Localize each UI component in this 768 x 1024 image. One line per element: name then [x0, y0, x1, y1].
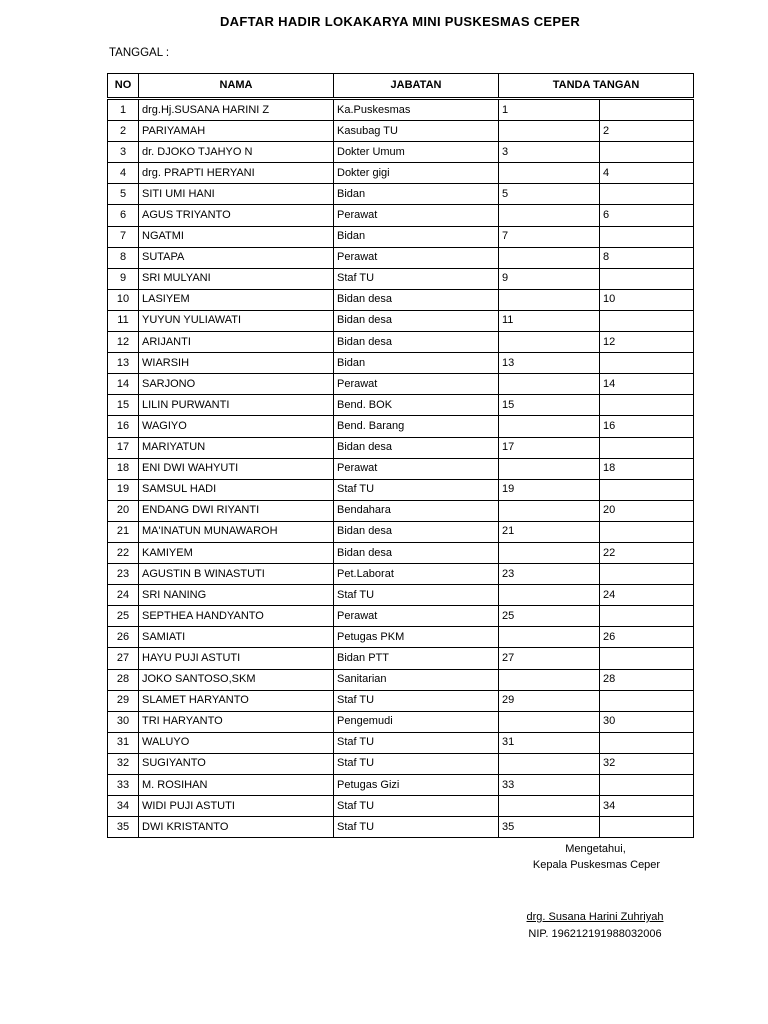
- table-row: [108, 163, 694, 184]
- row-signature-right: 34: [600, 796, 694, 817]
- table-row: [108, 374, 694, 395]
- signer-name: drg. Susana Harini Zuhriyah: [526, 911, 664, 923]
- table-row: [108, 500, 694, 521]
- row-signature-left: [499, 332, 600, 353]
- row-signature-left: [499, 500, 600, 521]
- row-signature-right: [600, 184, 694, 205]
- row-signature-right: 32: [600, 753, 694, 774]
- row-nama: SITI UMI HANI: [139, 184, 334, 205]
- row-nama: M. ROSIHAN: [139, 775, 334, 796]
- row-no: 13: [108, 353, 139, 374]
- row-no: 4: [108, 163, 139, 184]
- header-nama: NAMA: [139, 74, 334, 99]
- row-jabatan: Staf TU: [334, 732, 499, 753]
- row-jabatan: Bidan PTT: [334, 648, 499, 669]
- row-signature-left: 27: [499, 648, 600, 669]
- row-jabatan: Bidan desa: [334, 521, 499, 542]
- table-row: [108, 817, 694, 838]
- row-jabatan: Dokter Umum: [334, 142, 499, 163]
- table-body: [108, 99, 694, 838]
- row-no: 34: [108, 796, 139, 817]
- row-nama: drg.Hj.SUSANA HARINI Z: [139, 99, 334, 121]
- table-row: [108, 121, 694, 142]
- row-signature-left: 15: [499, 395, 600, 416]
- row-signature-right: 4: [600, 163, 694, 184]
- row-nama: SARJONO: [139, 374, 334, 395]
- row-jabatan: Bidan: [334, 353, 499, 374]
- row-signature-left: 35: [499, 817, 600, 838]
- table-row: [108, 606, 694, 627]
- row-jabatan: Staf TU: [334, 753, 499, 774]
- row-jabatan: Ka.Puskesmas: [334, 99, 499, 121]
- table-row: [108, 711, 694, 732]
- row-no: 12: [108, 332, 139, 353]
- table-row: [108, 796, 694, 817]
- row-no: 23: [108, 564, 139, 585]
- row-signature-right: [600, 437, 694, 458]
- table-row: [108, 332, 694, 353]
- table-row: [108, 184, 694, 205]
- row-no: 28: [108, 669, 139, 690]
- table-row: [108, 437, 694, 458]
- table-row: [108, 416, 694, 437]
- row-signature-right: [600, 521, 694, 542]
- row-nama: SEPTHEA HANDYANTO: [139, 606, 334, 627]
- row-no: 10: [108, 289, 139, 310]
- row-signature-right: [600, 564, 694, 585]
- row-jabatan: Staf TU: [334, 585, 499, 606]
- header-jabatan: JABATAN: [334, 74, 499, 99]
- row-signature-left: [499, 753, 600, 774]
- row-signature-right: [600, 775, 694, 796]
- row-nama: KAMIYEM: [139, 542, 334, 563]
- table-row: [108, 395, 694, 416]
- row-signature-left: 1: [499, 99, 600, 121]
- row-signature-right: 28: [600, 669, 694, 690]
- row-jabatan: Dokter gigi: [334, 163, 499, 184]
- row-signature-left: 21: [499, 521, 600, 542]
- row-signature-right: 20: [600, 500, 694, 521]
- row-signature-left: [499, 247, 600, 268]
- row-no: 31: [108, 732, 139, 753]
- row-jabatan: Bidan desa: [334, 542, 499, 563]
- row-signature-right: 26: [600, 627, 694, 648]
- row-no: 22: [108, 542, 139, 563]
- row-signature-right: 2: [600, 121, 694, 142]
- header-no: NO: [108, 74, 139, 99]
- table-header-row: [108, 74, 694, 99]
- row-jabatan: Bidan desa: [334, 289, 499, 310]
- row-signature-left: [499, 163, 600, 184]
- row-no: 8: [108, 247, 139, 268]
- row-signature-right: [600, 142, 694, 163]
- row-nama: DWI KRISTANTO: [139, 817, 334, 838]
- row-no: 29: [108, 690, 139, 711]
- row-signature-left: [499, 585, 600, 606]
- mengetahui-label: Mengetahui,: [565, 843, 626, 855]
- row-nama: YUYUN YULIAWATI: [139, 310, 334, 331]
- row-signature-right: [600, 395, 694, 416]
- row-signature-right: 12: [600, 332, 694, 353]
- row-signature-left: 19: [499, 479, 600, 500]
- row-nama: LASIYEM: [139, 289, 334, 310]
- row-no: 20: [108, 500, 139, 521]
- row-signature-left: 29: [499, 690, 600, 711]
- row-signature-left: 17: [499, 437, 600, 458]
- table-row: [108, 542, 694, 563]
- row-nama: AGUS TRIYANTO: [139, 205, 334, 226]
- row-nama: SAMSUL HADI: [139, 479, 334, 500]
- row-signature-right: 22: [600, 542, 694, 563]
- row-signature-left: 25: [499, 606, 600, 627]
- row-no: 11: [108, 310, 139, 331]
- table-row: [108, 268, 694, 289]
- row-nama: WIDI PUJI ASTUTI: [139, 796, 334, 817]
- row-no: 19: [108, 479, 139, 500]
- row-no: 7: [108, 226, 139, 247]
- row-nama: dr. DJOKO TJAHYO N: [139, 142, 334, 163]
- row-nama: WALUYO: [139, 732, 334, 753]
- row-signature-left: 5: [499, 184, 600, 205]
- row-signature-right: [600, 732, 694, 753]
- row-jabatan: Staf TU: [334, 796, 499, 817]
- row-signature-left: [499, 374, 600, 395]
- table-row: [108, 585, 694, 606]
- row-no: 18: [108, 458, 139, 479]
- row-jabatan: Petugas Gizi: [334, 775, 499, 796]
- row-no: 27: [108, 648, 139, 669]
- row-no: 32: [108, 753, 139, 774]
- row-signature-right: 8: [600, 247, 694, 268]
- signer-nip: NIP. 196212191988032006: [528, 928, 662, 940]
- row-signature-left: [499, 121, 600, 142]
- row-signature-right: [600, 99, 694, 121]
- row-nama: MA'INATUN MUNAWAROH: [139, 521, 334, 542]
- row-no: 2: [108, 121, 139, 142]
- row-signature-right: [600, 606, 694, 627]
- row-nama: AGUSTIN B WINASTUTI: [139, 564, 334, 585]
- row-signature-left: [499, 416, 600, 437]
- row-signature-left: [499, 289, 600, 310]
- row-signature-right: 30: [600, 711, 694, 732]
- row-signature-left: 3: [499, 142, 600, 163]
- row-jabatan: Petugas PKM: [334, 627, 499, 648]
- row-jabatan: Perawat: [334, 374, 499, 395]
- row-signature-left: [499, 627, 600, 648]
- table-row: [108, 226, 694, 247]
- table-row: [108, 521, 694, 542]
- row-jabatan: Bidan desa: [334, 332, 499, 353]
- row-nama: SLAMET HARYANTO: [139, 690, 334, 711]
- row-nama: SUTAPA: [139, 247, 334, 268]
- row-jabatan: Bidan desa: [334, 437, 499, 458]
- row-nama: ENI DWI WAHYUTI: [139, 458, 334, 479]
- row-jabatan: Bend. BOK: [334, 395, 499, 416]
- row-signature-right: [600, 268, 694, 289]
- header-tanda-tangan: TANDA TANGAN: [499, 74, 694, 99]
- row-signature-right: 14: [600, 374, 694, 395]
- row-nama: SRI NANING: [139, 585, 334, 606]
- row-jabatan: Staf TU: [334, 268, 499, 289]
- row-jabatan: Staf TU: [334, 479, 499, 500]
- tanggal-label: TANGGAL :: [109, 47, 170, 59]
- table-row: [108, 564, 694, 585]
- table-row: [108, 775, 694, 796]
- row-signature-left: [499, 669, 600, 690]
- table-row: [108, 690, 694, 711]
- table-row: [108, 310, 694, 331]
- row-nama: SUGIYANTO: [139, 753, 334, 774]
- row-signature-left: [499, 542, 600, 563]
- row-no: 14: [108, 374, 139, 395]
- row-jabatan: Bidan desa: [334, 310, 499, 331]
- row-signature-left: 31: [499, 732, 600, 753]
- row-nama: HAYU PUJI ASTUTI: [139, 648, 334, 669]
- row-signature-right: 18: [600, 458, 694, 479]
- row-signature-right: [600, 353, 694, 374]
- row-no: 3: [108, 142, 139, 163]
- row-signature-left: 23: [499, 564, 600, 585]
- table-row: [108, 458, 694, 479]
- row-no: 21: [108, 521, 139, 542]
- row-no: 30: [108, 711, 139, 732]
- row-jabatan: Perawat: [334, 247, 499, 268]
- row-jabatan: Pet.Laborat: [334, 564, 499, 585]
- row-no: 16: [108, 416, 139, 437]
- row-signature-left: 13: [499, 353, 600, 374]
- row-signature-right: 6: [600, 205, 694, 226]
- table-row: [108, 142, 694, 163]
- attendance-table: [107, 73, 694, 838]
- row-signature-right: 24: [600, 585, 694, 606]
- row-signature-right: 16: [600, 416, 694, 437]
- table-row: [108, 479, 694, 500]
- row-jabatan: Staf TU: [334, 690, 499, 711]
- table-row: [108, 289, 694, 310]
- row-signature-left: [499, 796, 600, 817]
- table-row: [108, 753, 694, 774]
- row-no: 35: [108, 817, 139, 838]
- row-jabatan: Staf TU: [334, 817, 499, 838]
- row-signature-left: 9: [499, 268, 600, 289]
- row-jabatan: Perawat: [334, 606, 499, 627]
- row-signature-left: [499, 205, 600, 226]
- row-signature-left: 11: [499, 310, 600, 331]
- table-row: [108, 99, 694, 121]
- row-signature-left: 33: [499, 775, 600, 796]
- row-no: 17: [108, 437, 139, 458]
- row-no: 5: [108, 184, 139, 205]
- row-signature-right: [600, 310, 694, 331]
- row-nama: MARIYATUN: [139, 437, 334, 458]
- row-signature-left: [499, 711, 600, 732]
- row-nama: WIARSIH: [139, 353, 334, 374]
- row-nama: SRI MULYANI: [139, 268, 334, 289]
- row-nama: ARIJANTI: [139, 332, 334, 353]
- table-row: [108, 353, 694, 374]
- row-no: 25: [108, 606, 139, 627]
- table-row: [108, 247, 694, 268]
- row-nama: LILIN PURWANTI: [139, 395, 334, 416]
- row-jabatan: Pengemudi: [334, 711, 499, 732]
- row-nama: SAMIATI: [139, 627, 334, 648]
- row-jabatan: Kasubag TU: [334, 121, 499, 142]
- row-nama: WAGIYO: [139, 416, 334, 437]
- row-signature-left: 7: [499, 226, 600, 247]
- row-nama: PARIYAMAH: [139, 121, 334, 142]
- row-no: 9: [108, 268, 139, 289]
- row-jabatan: Perawat: [334, 458, 499, 479]
- row-jabatan: Bend. Barang: [334, 416, 499, 437]
- row-signature-right: [600, 479, 694, 500]
- document-title: DAFTAR HADIR LOKAKARYA MINI PUSKESMAS CEPER: [219, 14, 581, 29]
- row-signature-right: [600, 817, 694, 838]
- row-no: 26: [108, 627, 139, 648]
- row-nama: JOKO SANTOSO,SKM: [139, 669, 334, 690]
- row-signature-right: [600, 226, 694, 247]
- row-no: 24: [108, 585, 139, 606]
- table-row: [108, 669, 694, 690]
- row-jabatan: Perawat: [334, 205, 499, 226]
- kepala-label: Kepala Puskesmas Ceper: [532, 859, 661, 871]
- table-row: [108, 627, 694, 648]
- row-no: 1: [108, 99, 139, 121]
- row-jabatan: Bendahara: [334, 500, 499, 521]
- row-nama: TRI HARYANTO: [139, 711, 334, 732]
- row-signature-right: [600, 648, 694, 669]
- row-no: 15: [108, 395, 139, 416]
- row-signature-right: 10: [600, 289, 694, 310]
- row-no: 6: [108, 205, 139, 226]
- row-jabatan: Sanitarian: [334, 669, 499, 690]
- row-no: 33: [108, 775, 139, 796]
- row-jabatan: Bidan: [334, 184, 499, 205]
- row-signature-right: [600, 690, 694, 711]
- table-row: [108, 648, 694, 669]
- row-nama: ENDANG DWI RIYANTI: [139, 500, 334, 521]
- table-row: [108, 205, 694, 226]
- row-signature-left: [499, 458, 600, 479]
- row-nama: NGATMI: [139, 226, 334, 247]
- table-row: [108, 732, 694, 753]
- row-nama: drg. PRAPTI HERYANI: [139, 163, 334, 184]
- row-jabatan: Bidan: [334, 226, 499, 247]
